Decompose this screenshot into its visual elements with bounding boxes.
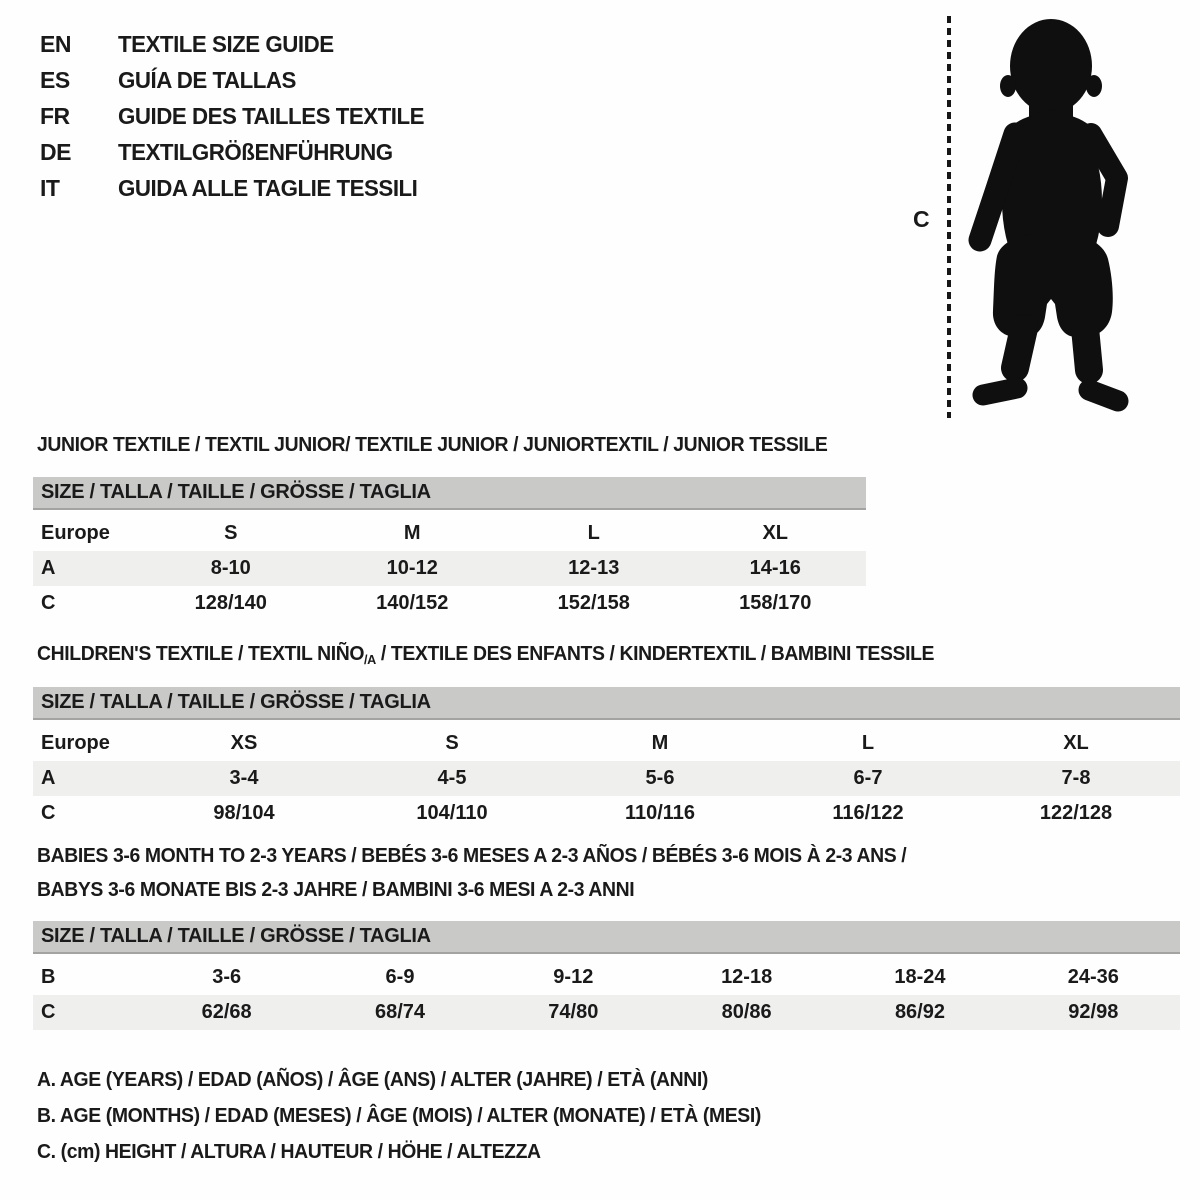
table-cell: XL bbox=[1063, 732, 1089, 754]
legend-age-months: B. AGE (MONTHS) / EDAD (MESES) / ÂGE (MOIS) / ALTER (MONATE) / ETÀ (MESI) bbox=[37, 1105, 761, 1127]
language-row bbox=[40, 170, 434, 206]
language-label: TEXTILGRÖßENFÜHRUNG bbox=[118, 139, 393, 165]
table-cell: 6-7 bbox=[853, 767, 883, 789]
table-cell: 74/80 bbox=[548, 1001, 599, 1023]
language-code: FR bbox=[40, 103, 70, 129]
table-cell: L bbox=[587, 522, 600, 544]
table-size-header: SIZE / TALLA / TAILLE / GRÖSSE / TAGLIA bbox=[33, 477, 866, 510]
section-title-children bbox=[37, 643, 934, 667]
table-cell: 122/128 bbox=[1039, 802, 1113, 824]
legend-age-years: A. AGE (YEARS) / EDAD (AÑOS) / ÂGE (ANS) / ALTER (JAHRE) / ETÀ (ANNI) bbox=[37, 1069, 708, 1091]
language-code: ES bbox=[40, 67, 70, 93]
size-table-children bbox=[33, 687, 1180, 831]
table-cell: 6-9 bbox=[385, 966, 415, 988]
table-cell: 24-36 bbox=[1067, 966, 1119, 988]
height-dashed-line bbox=[947, 16, 951, 418]
table-cell: 152/158 bbox=[557, 592, 630, 614]
table-cell: 86/92 bbox=[894, 1001, 945, 1023]
table-cell: L bbox=[861, 732, 875, 754]
height-measure-label: C bbox=[913, 206, 930, 232]
table-cell: M bbox=[403, 522, 421, 544]
table-cell: 10-12 bbox=[386, 557, 438, 579]
table-row bbox=[33, 761, 1180, 796]
table-cell: 12-13 bbox=[568, 557, 620, 579]
section-title-babies-line2: BABYS 3-6 MONATE BIS 2-3 JAHRE / BAMBINI 3-6 MESI A 2-3 ANNI bbox=[37, 879, 635, 901]
table-cell: XL bbox=[762, 522, 789, 544]
language-row bbox=[40, 98, 434, 134]
children-title-subscript: /A bbox=[364, 652, 376, 667]
table-cell: 7-8 bbox=[1061, 767, 1091, 789]
table-cell: 92/98 bbox=[1068, 1001, 1119, 1023]
table-size-header: SIZE / TALLA / TAILLE / GRÖSSE / TAGLIA bbox=[33, 687, 1180, 720]
row-label: Europe bbox=[41, 522, 110, 544]
table-cell: 104/110 bbox=[416, 802, 488, 824]
language-row bbox=[40, 134, 434, 170]
language-row bbox=[40, 62, 434, 98]
table-cell: 62/68 bbox=[201, 1001, 252, 1023]
legend-height-cm: C. (cm) HEIGHT / ALTURA / HAUTEUR / HÖHE / ALTEZZA bbox=[37, 1141, 541, 1163]
language-code: DE bbox=[40, 139, 71, 165]
table-cell: 5-6 bbox=[645, 767, 675, 789]
children-title-suffix: / TEXTILE DES ENFANTS / KINDERTEXTIL / BAMBINI TESSILE bbox=[375, 643, 935, 665]
children-title-prefix: CHILDREN'S TEXTILE / TEXTIL NIÑO bbox=[37, 643, 365, 665]
table-cell: 9-12 bbox=[553, 966, 594, 988]
row-label: B bbox=[41, 966, 56, 988]
table-row bbox=[33, 726, 1180, 761]
measure-legend bbox=[37, 1062, 783, 1170]
language-label: GUIDA ALLE TAGLIE TESSILI bbox=[118, 175, 418, 201]
table-cell: 12-18 bbox=[721, 966, 773, 988]
table-row bbox=[33, 995, 1180, 1030]
table-cell: 3-4 bbox=[229, 767, 259, 789]
table-cell: 110/116 bbox=[624, 802, 696, 824]
language-code: EN bbox=[40, 31, 71, 57]
table-cell: 3-6 bbox=[212, 966, 242, 988]
row-label: C bbox=[41, 1001, 56, 1023]
table-cell: XS bbox=[230, 732, 258, 754]
table-row bbox=[33, 586, 866, 621]
table-cell: 18-24 bbox=[894, 966, 946, 988]
row-label: A bbox=[41, 557, 56, 579]
table-cell: 98/104 bbox=[213, 802, 275, 824]
table-cell: 8-10 bbox=[210, 557, 251, 579]
table-cell: 14-16 bbox=[749, 557, 801, 579]
table-size-header: SIZE / TALLA / TAILLE / GRÖSSE / TAGLIA bbox=[33, 921, 1180, 954]
table-row bbox=[33, 960, 1180, 995]
size-table-junior bbox=[33, 477, 866, 621]
language-code: IT bbox=[40, 175, 60, 201]
row-label: Europe bbox=[41, 732, 110, 754]
row-label: C bbox=[41, 592, 56, 614]
language-title-list bbox=[40, 26, 434, 206]
language-label: TEXTILE SIZE GUIDE bbox=[118, 31, 334, 57]
table-row bbox=[33, 551, 866, 586]
table-row bbox=[33, 516, 866, 551]
table-cell: M bbox=[651, 732, 669, 754]
row-label: C bbox=[41, 802, 56, 824]
table-cell: 80/86 bbox=[721, 1001, 772, 1023]
table-cell: 116/122 bbox=[832, 802, 904, 824]
row-label: A bbox=[41, 767, 56, 789]
table-cell: S bbox=[224, 522, 238, 544]
table-cell: 68/74 bbox=[374, 1001, 426, 1023]
section-title-babies-line1: BABIES 3-6 MONTH TO 2-3 YEARS / BEBÉS 3-6 MESES A 2-3 AÑOS / BÉBÉS 3-6 MOIS À 2-3 ANS / bbox=[37, 845, 907, 867]
table-cell: 128/140 bbox=[194, 592, 267, 614]
size-table-babies bbox=[33, 921, 1180, 1030]
table-row bbox=[33, 796, 1180, 831]
language-label: GUIDE DES TAILLES TEXTILE bbox=[118, 103, 425, 129]
table-cell: 4-5 bbox=[437, 767, 467, 789]
baby-silhouette bbox=[966, 16, 1138, 418]
language-label: GUÍA DE TALLAS bbox=[118, 67, 296, 93]
section-title-junior: JUNIOR TEXTILE / TEXTIL JUNIOR/ TEXTILE JUNIOR / JUNIORTEXTIL / JUNIOR TESSILE bbox=[37, 434, 828, 456]
table-cell: 140/152 bbox=[376, 592, 449, 614]
table-cell: 158/170 bbox=[739, 592, 812, 614]
table-cell: S bbox=[445, 732, 459, 754]
language-row bbox=[40, 26, 434, 62]
